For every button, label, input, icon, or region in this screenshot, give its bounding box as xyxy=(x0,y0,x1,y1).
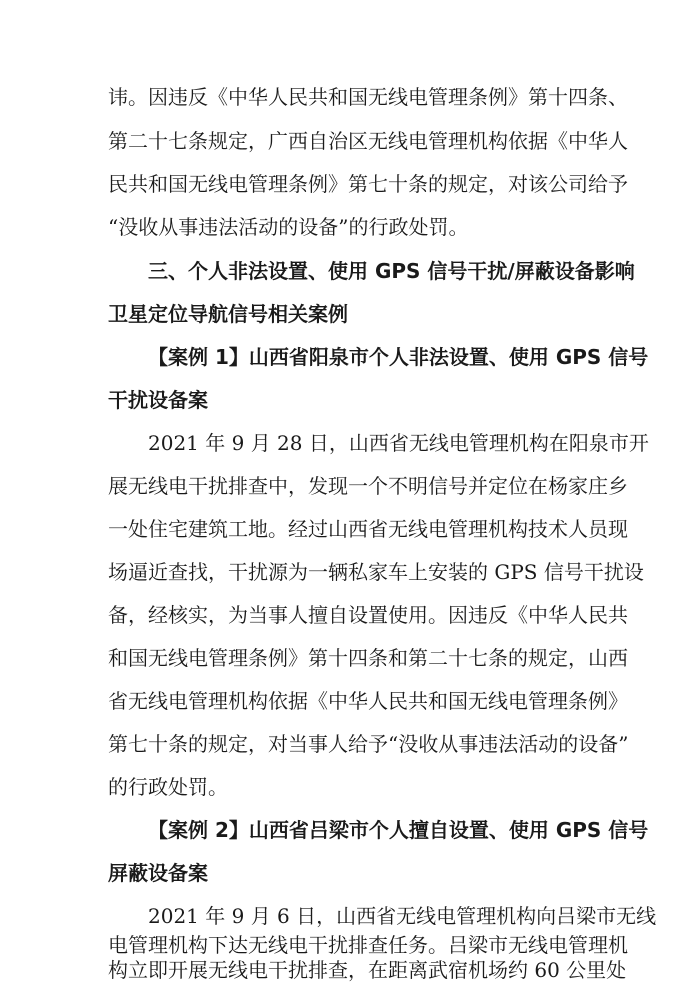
body-text-line: 展无线电干扰排查中，发现一个不明信号并定位在杨家庄乡 xyxy=(108,474,628,498)
case-heading: 【案例 2】山西省吕梁市个人擅自设置、使用 GPS 信号 xyxy=(148,818,649,842)
body-text-line: 2021 年 9 月 28 日，山西省无线电管理机构在阳泉市开 xyxy=(148,431,649,455)
body-text-line: 2021 年 9 月 6 日，山西省无线电管理机构向吕梁市无线 xyxy=(148,904,657,928)
case-heading: 【案例 1】山西省阳泉市个人非法设置、使用 GPS 信号 xyxy=(148,345,649,369)
body-text-line: 的行政处罚。 xyxy=(108,775,228,799)
section-heading: 卫星定位导航信号相关案例 xyxy=(108,302,348,326)
body-text-line: 省无线电管理机构依据《中华人民共和国无线电管理条例》 xyxy=(108,689,628,713)
body-text-line: 民共和国无线电管理条例》第七十条的规定，对该公司给予 xyxy=(108,172,628,196)
body-text-line: 备，经核实，为当事人擅自设置使用。因违反《中华人民共 xyxy=(108,603,628,627)
body-text-line: 第二十七条规定，广西自治区无线电管理机构依据《中华人 xyxy=(108,129,628,153)
body-text-line: 一处住宅建筑工地。经过山西省无线电管理机构技术人员现 xyxy=(108,517,628,541)
body-text-line: 和国无线电管理条例》第十四条和第二十七条的规定，山西 xyxy=(108,646,628,670)
body-text-line: 讳。因违反《中华人民共和国无线电管理条例》第十四条、 xyxy=(108,85,628,109)
section-heading: 三、个人非法设置、使用 GPS 信号干扰/屏蔽设备影响 xyxy=(148,259,635,283)
body-text-line: “没收从事违法活动的设备”的行政处罚。 xyxy=(108,215,469,239)
case-heading: 屏蔽设备案 xyxy=(108,861,208,885)
body-text-line: 构立即开展无线电干扰排查，在距离武宿机场约 60 公里处 xyxy=(108,958,627,982)
body-text-line: 场逼近查找，干扰源为一辆私家车上安装的 GPS 信号干扰设 xyxy=(108,560,644,584)
body-text-line: 第七十条的规定，对当事人给予“没收从事违法活动的设备” xyxy=(108,732,629,756)
body-text-line: 电管理机构下达无线电干扰排查任务。吕梁市无线电管理机 xyxy=(108,933,628,957)
case-heading: 干扰设备案 xyxy=(108,388,208,412)
